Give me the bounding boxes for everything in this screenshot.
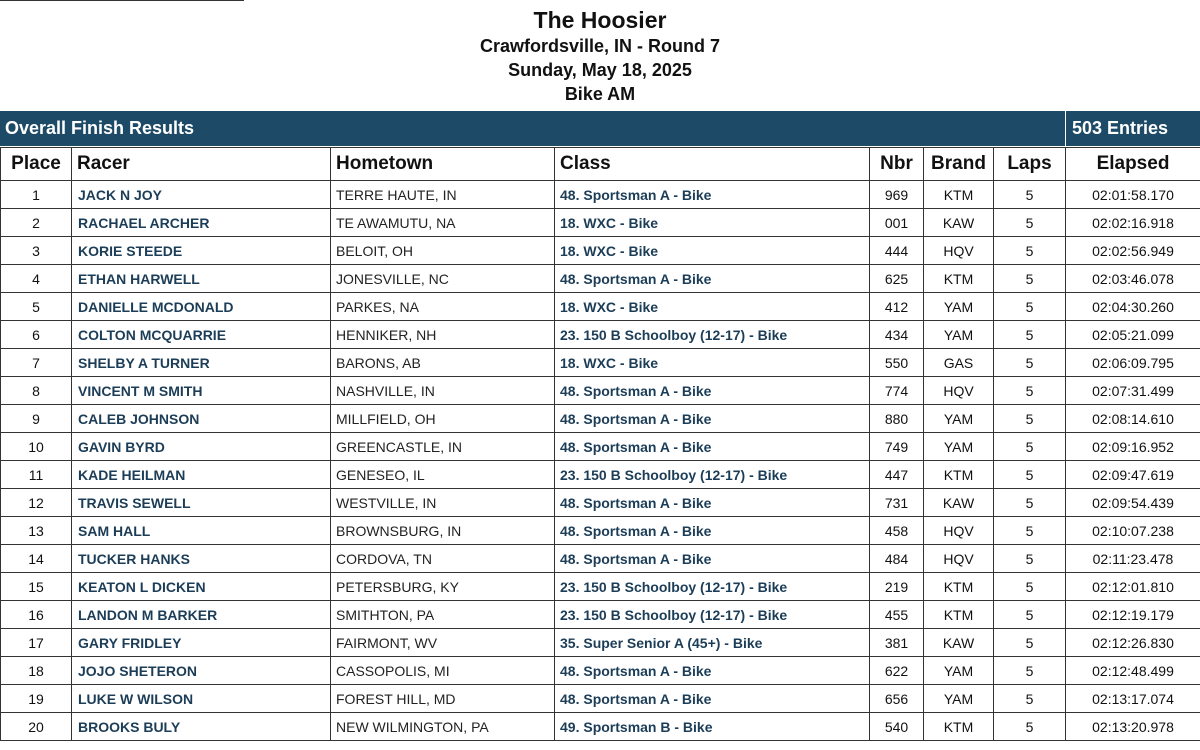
cell-hometown: FOREST HILL, MD xyxy=(331,685,555,713)
event-session: Bike AM xyxy=(564,84,636,104)
cell-class: 48. Sportsman A - Bike xyxy=(555,433,870,461)
cell-elapsed: 02:08:14.610 xyxy=(1066,405,1200,433)
cell-nbr: 625 xyxy=(870,265,924,293)
table-row xyxy=(1,573,1200,601)
table-row xyxy=(1,321,1200,349)
table-row xyxy=(1,209,1200,237)
col-header-nbr: Nbr xyxy=(870,148,924,181)
cell-elapsed: 02:11:23.478 xyxy=(1066,545,1200,573)
cell-racer: JACK N JOY xyxy=(72,181,331,209)
table-row xyxy=(1,601,1200,629)
cell-elapsed: 02:07:31.499 xyxy=(1066,377,1200,405)
cell-class: 48. Sportsman A - Bike xyxy=(555,517,870,545)
cell-brand: KTM xyxy=(924,461,994,489)
table-row xyxy=(1,629,1200,657)
cell-place: 4 xyxy=(1,265,72,293)
cell-hometown: CASSOPOLIS, MI xyxy=(331,657,555,685)
cell-laps: 5 xyxy=(994,573,1066,601)
cell-nbr: 001 xyxy=(870,209,924,237)
cell-place: 6 xyxy=(1,321,72,349)
cell-elapsed: 02:04:30.260 xyxy=(1066,293,1200,321)
cell-racer: COLTON MCQUARRIE xyxy=(72,321,331,349)
cell-elapsed: 02:05:21.099 xyxy=(1066,321,1200,349)
cell-class: 23. 150 B Schoolboy (12-17) - Bike xyxy=(555,601,870,629)
cell-nbr: 656 xyxy=(870,685,924,713)
cell-laps: 5 xyxy=(994,265,1066,293)
cell-laps: 5 xyxy=(994,601,1066,629)
cell-hometown: JONESVILLE, NC xyxy=(331,265,555,293)
cell-racer: JOJO SHETERON xyxy=(72,657,331,685)
cell-hometown: BELOIT, OH xyxy=(331,237,555,265)
cell-hometown: TERRE HAUTE, IN xyxy=(331,181,555,209)
cell-nbr: 774 xyxy=(870,377,924,405)
cell-racer: TRAVIS SEWELL xyxy=(72,489,331,517)
cell-nbr: 550 xyxy=(870,349,924,377)
cell-place: 9 xyxy=(1,405,72,433)
cell-class: 48. Sportsman A - Bike xyxy=(555,545,870,573)
cell-place: 7 xyxy=(1,349,72,377)
cell-place: 1 xyxy=(1,181,72,209)
cell-place: 10 xyxy=(1,433,72,461)
cell-class: 48. Sportsman A - Bike xyxy=(555,685,870,713)
cell-laps: 5 xyxy=(994,685,1066,713)
cell-place: 3 xyxy=(1,237,72,265)
cell-brand: YAM xyxy=(924,405,994,433)
cell-nbr: 880 xyxy=(870,405,924,433)
cell-laps: 5 xyxy=(994,293,1066,321)
cell-laps: 5 xyxy=(994,181,1066,209)
col-header-place: Place xyxy=(1,148,72,181)
cell-elapsed: 02:09:16.952 xyxy=(1066,433,1200,461)
cell-nbr: 381 xyxy=(870,629,924,657)
cell-nbr: 412 xyxy=(870,293,924,321)
cell-place: 17 xyxy=(1,629,72,657)
top-divider-line xyxy=(0,0,244,1)
cell-place: 11 xyxy=(1,461,72,489)
cell-elapsed: 02:06:09.795 xyxy=(1066,349,1200,377)
table-row xyxy=(1,433,1200,461)
cell-elapsed: 02:13:17.074 xyxy=(1066,685,1200,713)
cell-nbr: 219 xyxy=(870,573,924,601)
cell-elapsed: 02:02:16.918 xyxy=(1066,209,1200,237)
cell-hometown: MILLFIELD, OH xyxy=(331,405,555,433)
cell-brand: KAW xyxy=(924,489,994,517)
cell-class: 48. Sportsman A - Bike xyxy=(555,181,870,209)
cell-brand: HQV xyxy=(924,377,994,405)
cell-hometown: BARONS, AB xyxy=(331,349,555,377)
cell-elapsed: 02:12:48.499 xyxy=(1066,657,1200,685)
event-location-round: Crawfordsville, IN - Round 7 xyxy=(479,36,721,56)
cell-laps: 5 xyxy=(994,489,1066,517)
cell-laps: 5 xyxy=(994,657,1066,685)
cell-hometown: TE AWAMUTU, NA xyxy=(331,209,555,237)
cell-brand: HQV xyxy=(924,517,994,545)
cell-nbr: 444 xyxy=(870,237,924,265)
cell-nbr: 622 xyxy=(870,657,924,685)
cell-hometown: FAIRMONT, WV xyxy=(331,629,555,657)
table-row xyxy=(1,517,1200,545)
cell-racer: LANDON M BARKER xyxy=(72,601,331,629)
cell-racer: ETHAN HARWELL xyxy=(72,265,331,293)
cell-nbr: 455 xyxy=(870,601,924,629)
cell-class: 18. WXC - Bike xyxy=(555,293,870,321)
cell-place: 12 xyxy=(1,489,72,517)
cell-racer: TUCKER HANKS xyxy=(72,545,331,573)
cell-brand: KTM xyxy=(924,265,994,293)
cell-nbr: 749 xyxy=(870,433,924,461)
cell-nbr: 447 xyxy=(870,461,924,489)
cell-elapsed: 02:10:07.238 xyxy=(1066,517,1200,545)
cell-laps: 5 xyxy=(994,349,1066,377)
cell-place: 8 xyxy=(1,377,72,405)
cell-place: 20 xyxy=(1,713,72,741)
cell-hometown: WESTVILLE, IN xyxy=(331,489,555,517)
cell-elapsed: 02:13:20.978 xyxy=(1066,713,1200,741)
cell-place: 5 xyxy=(1,293,72,321)
cell-racer: DANIELLE MCDONALD xyxy=(72,293,331,321)
results-banner-label: Overall Finish Results xyxy=(5,118,195,138)
cell-racer: LUKE W WILSON xyxy=(72,685,331,713)
cell-racer: GAVIN BYRD xyxy=(72,433,331,461)
table-row xyxy=(1,265,1200,293)
cell-brand: GAS xyxy=(924,349,994,377)
col-header-class: Class xyxy=(555,148,870,181)
cell-brand: KAW xyxy=(924,629,994,657)
entries-count: 503 Entries xyxy=(1072,118,1169,138)
cell-elapsed: 02:09:47.619 xyxy=(1066,461,1200,489)
cell-nbr: 434 xyxy=(870,321,924,349)
cell-place: 16 xyxy=(1,601,72,629)
cell-nbr: 731 xyxy=(870,489,924,517)
cell-laps: 5 xyxy=(994,377,1066,405)
cell-elapsed: 02:12:19.179 xyxy=(1066,601,1200,629)
cell-place: 2 xyxy=(1,209,72,237)
cell-racer: KEATON L DICKEN xyxy=(72,573,331,601)
table-row xyxy=(1,685,1200,713)
cell-brand: YAM xyxy=(924,657,994,685)
cell-brand: KTM xyxy=(924,573,994,601)
cell-class: 48. Sportsman A - Bike xyxy=(555,377,870,405)
table-row xyxy=(1,377,1200,405)
table-row xyxy=(1,545,1200,573)
cell-laps: 5 xyxy=(994,517,1066,545)
cell-elapsed: 02:03:46.078 xyxy=(1066,265,1200,293)
col-header-brand: Brand xyxy=(924,148,994,181)
cell-class: 48. Sportsman A - Bike xyxy=(555,489,870,517)
cell-elapsed: 02:12:01.810 xyxy=(1066,573,1200,601)
cell-racer: KORIE STEEDE xyxy=(72,237,331,265)
cell-elapsed: 02:02:56.949 xyxy=(1066,237,1200,265)
cell-nbr: 540 xyxy=(870,713,924,741)
cell-racer: SAM HALL xyxy=(72,517,331,545)
cell-nbr: 969 xyxy=(870,181,924,209)
cell-racer: CALEB JOHNSON xyxy=(72,405,331,433)
cell-laps: 5 xyxy=(994,405,1066,433)
cell-class: 48. Sportsman A - Bike xyxy=(555,405,870,433)
cell-class: 18. WXC - Bike xyxy=(555,237,870,265)
cell-laps: 5 xyxy=(994,321,1066,349)
cell-racer: KADE HEILMAN xyxy=(72,461,331,489)
cell-brand: KTM xyxy=(924,601,994,629)
cell-laps: 5 xyxy=(994,545,1066,573)
cell-place: 13 xyxy=(1,517,72,545)
table-row xyxy=(1,713,1200,741)
table-row xyxy=(1,489,1200,517)
cell-brand: KTM xyxy=(924,713,994,741)
cell-laps: 5 xyxy=(994,433,1066,461)
cell-hometown: BROWNSBURG, IN xyxy=(331,517,555,545)
cell-hometown: SMITHTON, PA xyxy=(331,601,555,629)
page-header xyxy=(0,6,1200,106)
cell-brand: YAM xyxy=(924,321,994,349)
cell-brand: HQV xyxy=(924,545,994,573)
cell-racer: RACHAEL ARCHER xyxy=(72,209,331,237)
table-row xyxy=(1,461,1200,489)
cell-brand: KTM xyxy=(924,181,994,209)
col-header-racer: Racer xyxy=(72,148,331,181)
cell-place: 18 xyxy=(1,657,72,685)
table-row xyxy=(1,349,1200,377)
cell-class: 48. Sportsman A - Bike xyxy=(555,657,870,685)
results-table xyxy=(0,147,1200,741)
cell-racer: GARY FRIDLEY xyxy=(72,629,331,657)
cell-class: 48. Sportsman A - Bike xyxy=(555,265,870,293)
table-row xyxy=(1,657,1200,685)
cell-class: 18. WXC - Bike xyxy=(555,349,870,377)
cell-hometown: PETERSBURG, KY xyxy=(331,573,555,601)
cell-nbr: 484 xyxy=(870,545,924,573)
cell-place: 14 xyxy=(1,545,72,573)
cell-racer: VINCENT M SMITH xyxy=(72,377,331,405)
col-header-elapsed: Elapsed xyxy=(1066,148,1200,181)
cell-hometown: CORDOVA, TN xyxy=(331,545,555,573)
cell-brand: YAM xyxy=(924,685,994,713)
cell-elapsed: 02:09:54.439 xyxy=(1066,489,1200,517)
cell-hometown: HENNIKER, NH xyxy=(331,321,555,349)
event-title: The Hoosier xyxy=(533,7,667,33)
cell-hometown: GENESEO, IL xyxy=(331,461,555,489)
cell-laps: 5 xyxy=(994,461,1066,489)
col-header-laps: Laps xyxy=(994,148,1066,181)
cell-class: 18. WXC - Bike xyxy=(555,209,870,237)
table-row xyxy=(1,405,1200,433)
cell-hometown: NASHVILLE, IN xyxy=(331,377,555,405)
cell-racer: SHELBY A TURNER xyxy=(72,349,331,377)
cell-place: 19 xyxy=(1,685,72,713)
table-row xyxy=(1,181,1200,209)
cell-laps: 5 xyxy=(994,209,1066,237)
cell-laps: 5 xyxy=(994,713,1066,741)
cell-racer: BROOKS BULY xyxy=(72,713,331,741)
table-row xyxy=(1,293,1200,321)
table-header-row xyxy=(1,148,1200,181)
col-header-hometown: Hometown xyxy=(331,148,555,181)
cell-class: 23. 150 B Schoolboy (12-17) - Bike xyxy=(555,573,870,601)
event-date: Sunday, May 18, 2025 xyxy=(508,60,692,80)
banner-divider xyxy=(1065,111,1066,146)
table-row xyxy=(1,237,1200,265)
cell-brand: KAW xyxy=(924,209,994,237)
results-banner xyxy=(0,111,1200,146)
cell-class: 23. 150 B Schoolboy (12-17) - Bike xyxy=(555,321,870,349)
cell-laps: 5 xyxy=(994,237,1066,265)
cell-place: 15 xyxy=(1,573,72,601)
cell-hometown: NEW WILMINGTON, PA xyxy=(331,713,555,741)
cell-brand: YAM xyxy=(924,433,994,461)
cell-laps: 5 xyxy=(994,629,1066,657)
cell-hometown: GREENCASTLE, IN xyxy=(331,433,555,461)
cell-brand: YAM xyxy=(924,293,994,321)
cell-elapsed: 02:12:26.830 xyxy=(1066,629,1200,657)
cell-class: 35. Super Senior A (45+) - Bike xyxy=(555,629,870,657)
cell-elapsed: 02:01:58.170 xyxy=(1066,181,1200,209)
cell-brand: HQV xyxy=(924,237,994,265)
cell-hometown: PARKES, NA xyxy=(331,293,555,321)
cell-class: 49. Sportsman B - Bike xyxy=(555,713,870,741)
cell-nbr: 458 xyxy=(870,517,924,545)
cell-class: 23. 150 B Schoolboy (12-17) - Bike xyxy=(555,461,870,489)
